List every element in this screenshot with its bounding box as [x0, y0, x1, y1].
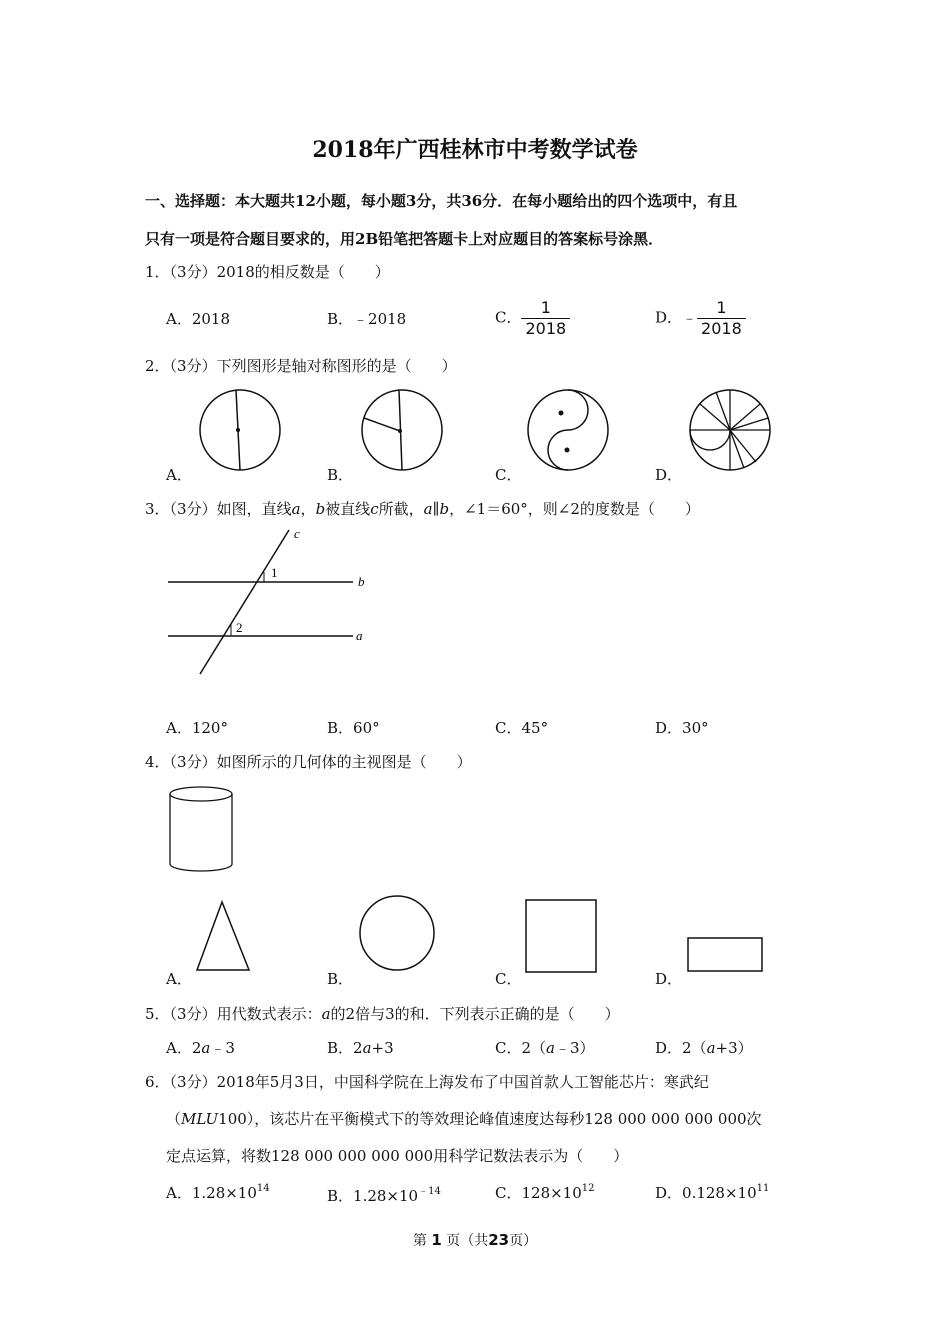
label-angle-2: 2 — [236, 620, 243, 635]
q6-option-d — [655, 1182, 769, 1203]
q3-option-a: A．120° — [166, 719, 228, 737]
q1-option-c-label: C． — [495, 308, 522, 327]
q5-option-b-var: a — [362, 1039, 372, 1057]
circle-shape — [360, 896, 434, 970]
q3-stem-post: ，∠1＝60°，则∠2的度数是（ ） — [449, 500, 700, 518]
q5-option-c-pre: C．2（ — [495, 1039, 547, 1057]
question-5-stem — [145, 1003, 620, 1024]
section-heading-line2: 只有一项是符合题目要求的，用2B铅笔把答题卡上对应题目的答案标号涂黑． — [145, 230, 664, 248]
q3-option-d: D．30° — [655, 719, 709, 737]
radius-line — [364, 418, 400, 431]
q4-figure-d-rectangle — [686, 936, 766, 974]
q1-option-c-fraction — [521, 298, 570, 339]
q5-stem-post: 的2倍与3的和．下列表示正确的是（ ） — [330, 1005, 620, 1023]
q5-var: a — [321, 1005, 331, 1023]
radius-line — [730, 430, 756, 462]
q3-mid: 被直线 — [325, 500, 371, 518]
q2-option-c: C． — [495, 466, 522, 484]
q1-option-c — [495, 298, 570, 339]
q6-line2-pre: （ — [166, 1110, 182, 1128]
q5-option-c-var: a — [546, 1039, 555, 1057]
q3-var-c: c — [370, 500, 379, 518]
fraction-numerator: 1 — [521, 298, 570, 319]
q4-figure-c-square — [524, 898, 600, 974]
q6-option-d-exp: 11 — [756, 1183, 770, 1194]
q5-stem-pre: 5．（3分）用代数式表示： — [145, 1005, 322, 1023]
q5-option-d-var: a — [706, 1039, 716, 1057]
q6-option-a — [166, 1182, 270, 1203]
section-heading-line1: 一、选择题：本大题共12小题，每小题3分，共36分．在每小题给出的四个选项中，有且 — [145, 192, 738, 210]
page-footer — [0, 1230, 950, 1250]
cylinder-top — [170, 787, 232, 801]
lower-dot — [565, 448, 570, 453]
q5-option-d-pre: D．2（ — [655, 1039, 707, 1057]
label-c: c — [294, 526, 300, 541]
center-dot — [398, 429, 402, 433]
q2-figure-d — [686, 390, 774, 472]
q1-option-d-label: D． — [655, 308, 683, 327]
question-3-stem — [145, 498, 700, 519]
q3-stem-pre: 3．（3分）如图，直线 — [145, 500, 292, 518]
q2-figure-c — [526, 390, 612, 472]
question-6-line2 — [166, 1108, 762, 1129]
q5-option-d-post: +3） — [715, 1039, 753, 1057]
q3-comma: ， — [300, 500, 316, 518]
footer-post: 页） — [509, 1233, 538, 1249]
q3-parallel: ∥ — [432, 500, 440, 518]
question-1-stem: 1．（3分）2018的相反数是（ ） — [145, 263, 390, 281]
radius-line — [730, 430, 744, 468]
q5-option-a-post: ﹣3 — [210, 1039, 235, 1057]
q4-option-c: C． — [495, 970, 522, 988]
q1-option-d — [655, 298, 746, 339]
q6-option-c-exp: 12 — [581, 1183, 595, 1194]
q5-option-a — [166, 1037, 235, 1058]
q1-option-d-sign: ﹣ — [682, 308, 698, 327]
q4-option-b: B． — [327, 970, 354, 988]
q2-option-a: A． — [166, 466, 192, 484]
q1-option-d-fraction — [697, 298, 746, 339]
arc-curve — [690, 430, 730, 450]
q6-option-a-exp: 14 — [256, 1183, 270, 1194]
label-b: b — [358, 574, 365, 589]
q2-figure-a — [198, 390, 284, 472]
q6-line2-var: MLU — [181, 1110, 219, 1128]
question-4-stem: 4．（3分）如图所示的几何体的主视图是（ ） — [145, 753, 472, 771]
rectangle-shape — [688, 938, 762, 971]
q5-option-b-post: +3 — [371, 1039, 394, 1057]
q5-option-b — [327, 1037, 394, 1058]
question-6-line3: 定点运算，将数128 000 000 000 000用科学记数法表示为（ ） — [166, 1147, 629, 1165]
q4-cylinder-figure — [166, 784, 238, 876]
q6-option-c — [495, 1182, 595, 1203]
q3-option-b: B．60° — [327, 719, 380, 737]
footer-page-number: 1 — [431, 1231, 442, 1249]
fraction-numerator: 1 — [697, 298, 746, 319]
q4-figure-a-triangle — [194, 900, 254, 974]
s-curve — [548, 390, 588, 470]
q6-option-d-base: D．0.128×10 — [655, 1184, 757, 1202]
label-angle-1: 1 — [271, 565, 278, 580]
q5-option-c-post: ﹣3） — [554, 1039, 595, 1057]
q1-option-b: B．﹣2018 — [327, 310, 407, 328]
question-2-stem: 2．（3分）下列图形是轴对称图形的是（ ） — [145, 357, 457, 375]
q2-option-b: B． — [327, 466, 354, 484]
q3-option-c: C．45° — [495, 719, 549, 737]
question-6-line1: 6．（3分）2018年5月3日，中国科学院在上海发布了中国首款人工智能芯片：寒武纪 — [145, 1073, 709, 1091]
q6-option-b-base: B．1.28×10 — [327, 1187, 419, 1205]
q3-var-a: a — [291, 500, 301, 518]
fraction-denominator: 2018 — [525, 319, 567, 338]
footer-pre: 第 — [412, 1233, 427, 1249]
footer-mid: 页（共 — [446, 1233, 489, 1249]
q6-option-c-base: C．128×10 — [495, 1184, 582, 1202]
q5-option-b-pre: B．2 — [327, 1039, 363, 1057]
label-a: a — [356, 628, 363, 643]
q5-option-a-var: a — [201, 1039, 211, 1057]
q3-figure — [160, 522, 380, 682]
q5-option-d — [655, 1037, 753, 1058]
center-dot — [236, 428, 240, 432]
q1-option-a: A．2018 — [166, 310, 231, 328]
q6-line2-post: 100），该芯片在平衡模式下的等效理论峰值速度达每秒128 000 000 000 000次 — [218, 1110, 762, 1128]
footer-total-pages: 23 — [488, 1231, 510, 1249]
q4-option-d: D． — [655, 970, 683, 988]
q3-mid2: 所截， — [378, 500, 424, 518]
q5-option-c — [495, 1037, 595, 1058]
page-title: 2018年广西桂林市中考数学试卷 — [312, 137, 638, 163]
square-shape — [526, 900, 596, 972]
radius-line — [730, 404, 760, 430]
fraction-denominator: 2018 — [701, 319, 742, 338]
q3-var-b2: b — [439, 500, 450, 518]
q2-figure-b — [360, 390, 446, 472]
q4-figure-b-circle — [358, 895, 438, 975]
q4-option-a: A． — [166, 970, 192, 988]
cylinder-bottom — [170, 864, 232, 871]
q6-option-b — [327, 1182, 441, 1206]
q3-var-a2: a — [423, 500, 433, 518]
upper-dot — [559, 411, 564, 416]
q6-option-a-base: A．1.28×10 — [166, 1184, 257, 1202]
line-c — [200, 530, 289, 674]
triangle-shape — [197, 902, 249, 970]
q6-option-b-exp: ﹣14 — [418, 1186, 441, 1197]
radius-line — [730, 418, 768, 430]
q2-option-d: D． — [655, 466, 683, 484]
q5-option-a-pre: A．2 — [166, 1039, 202, 1057]
q3-var-b: b — [315, 500, 326, 518]
